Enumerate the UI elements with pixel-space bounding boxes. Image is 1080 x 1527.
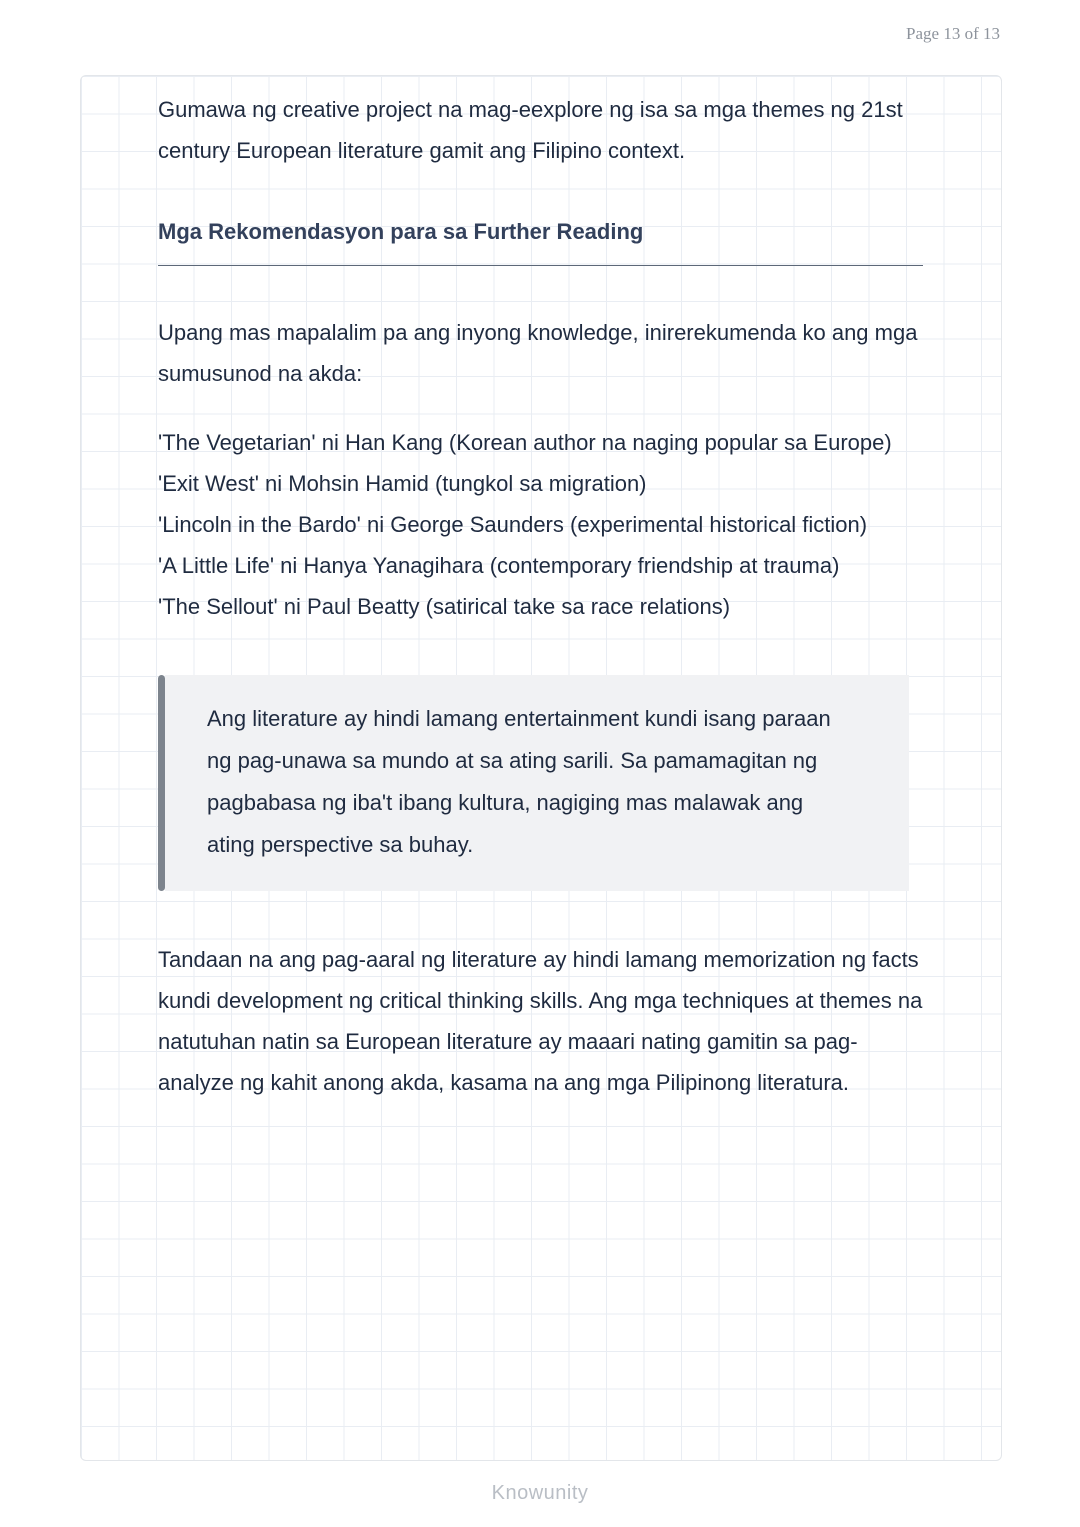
list-item: 'A Little Life' ni Hanya Yanagihara (contemporary friendship at trauma) xyxy=(158,553,840,578)
closing-paragraph: Tandaan na ang pag-aaral ng literature ay hindi lamang memorization ng facts kundi development ng critical thinking skills. Ang mga techniques at themes na natutuhan natin sa European literature ay maaari nating gamitin sa pag-analyze ng kahit anong akda, kasama na ang mga Pilipinong literatura. xyxy=(158,947,923,1095)
document-sheet xyxy=(80,75,1002,1461)
intro-paragraph: Gumawa ng creative project na mag-eexplore ng isa sa mga themes ng 21st century European literature gamit ang Filipino context. xyxy=(158,97,903,163)
section-heading-further-reading: Mga Rekomendasyon para sa Further Reading xyxy=(158,217,923,266)
reading-list xyxy=(158,422,923,627)
recommendation-intro-paragraph: Upang mas mapalalim pa ang inyong knowledge, inirerekumenda ko ang mga sumusunod na akda: xyxy=(158,320,918,386)
list-item: 'Lincoln in the Bardo' ni George Saunders (experimental historical fiction) xyxy=(158,512,868,537)
blockquote xyxy=(158,675,923,891)
quote-text: Ang literature ay hindi lamang entertainment kundi isang paraan ng pag-unawa sa mundo at sa ating sarili. Sa pamamagitan ng pagbabasa ng iba't ibang kultura, nagiging mas malawak ang ating perspective sa buhay. xyxy=(207,706,831,857)
list-item: 'The Sellout' ni Paul Beatty (satirical take sa race relations) xyxy=(158,594,731,619)
quote-accent-bar xyxy=(158,675,165,891)
list-item: 'The Vegetarian' ni Han Kang (Korean author na naging popular sa Europe) xyxy=(158,430,892,455)
quote-body xyxy=(165,675,909,891)
list-item: 'Exit West' ni Mohsin Hamid (tungkol sa migration) xyxy=(158,471,647,496)
page-indicator: Page 13 of 13 xyxy=(906,24,1000,43)
footer-brand: Knowunity xyxy=(491,1482,589,1504)
